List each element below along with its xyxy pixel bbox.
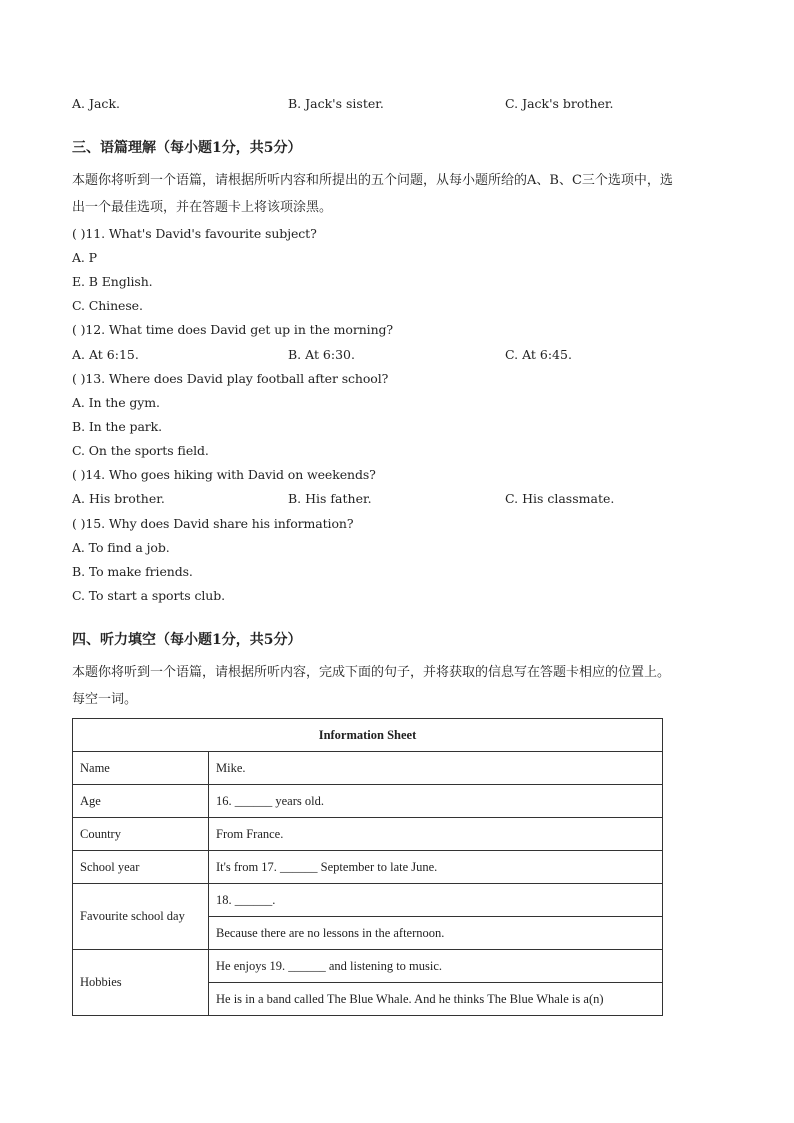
table-row [73, 851, 663, 884]
name-label: Name [73, 752, 209, 785]
question-13-option-a: A. In the gym. [72, 395, 160, 410]
hobbies-value-1: He enjoys 19. ______ and listening to music. [209, 950, 663, 983]
question-12-option-c: C. At 6:45. [505, 347, 572, 362]
country-value: From France. [209, 818, 663, 851]
question-13-option-c: C. On the sports field. [72, 443, 209, 458]
question-15-option-a: A. To find a job. [72, 540, 170, 555]
option-c: C. Jack's brother. [505, 96, 614, 111]
question-14: ( )14. Who goes hiking with David on weekends? [72, 467, 376, 482]
section3-heading: 三、语篇理解（每小题1分，共5分） [72, 140, 302, 156]
hobbies-value-2: He is in a band called The Blue Whale. And he thinks The Blue Whale is a(n) [209, 983, 663, 1016]
age-value: 16. ______ years old. [209, 785, 663, 818]
question-13-option-b: B. In the park. [72, 419, 163, 434]
question-14-option-b: B. His father. [288, 491, 372, 506]
table-row [73, 752, 663, 785]
section3-instruction-line1: 本题你将听到一个语篇，请根据所听内容和所提出的五个问题，从每小题所给的A、B、C三个选项中，选 [72, 173, 673, 188]
school-year-label: School year [73, 851, 209, 884]
section4-instruction [72, 659, 722, 713]
question-11: ( )11. What's David's favourite subject? [72, 226, 317, 241]
information-sheet-table [72, 718, 663, 1016]
age-label: Age [73, 785, 209, 818]
section4-instruction-line2: 每空一词。 [72, 692, 138, 707]
favourite-day-value-1: 18. ______. [209, 884, 663, 917]
school-year-value: It's from 17. ______ September to late June. [209, 851, 663, 884]
question-14-option-a: A. His brother. [72, 491, 165, 506]
country-label: Country [73, 818, 209, 851]
table-row [73, 884, 663, 917]
question-13: ( )13. Where does David play football after school? [72, 371, 389, 386]
option-b: B. Jack's sister. [288, 96, 384, 111]
table-row [73, 950, 663, 983]
table-row [73, 785, 663, 818]
section4-instruction-line1: 本题你将听到一个语篇，请根据所听内容，完成下面的句子，并将获取的信息写在答题卡相应的位置上。 [72, 665, 671, 680]
favourite-day-value-2: Because there are no lessons in the afternoon. [209, 917, 663, 950]
question-11-option-a: A. P [72, 250, 97, 265]
question-11-option-b: E. B English. [72, 274, 153, 289]
section3-instruction [72, 167, 722, 221]
name-value: Mike. [209, 752, 663, 785]
question-14-option-c: C. His classmate. [505, 491, 615, 506]
section3-instruction-line2: 出一个最佳选项，并在答题卡上将该项涂黑。 [72, 200, 333, 215]
question-12: ( )12. What time does David get up in the morning? [72, 322, 394, 337]
question-15-option-c: C. To start a sports club. [72, 588, 225, 603]
question-12-option-b: B. At 6:30. [288, 347, 355, 362]
table-title: Information Sheet [73, 719, 663, 752]
favourite-day-label: Favourite school day [73, 884, 209, 950]
option-a: A. Jack. [72, 96, 120, 111]
question-11-option-c: C. Chinese. [72, 298, 143, 313]
question-15-option-b: B. To make friends. [72, 564, 193, 579]
table-row [73, 818, 663, 851]
question-12-option-a: A. At 6:15. [72, 347, 139, 362]
section4-heading: 四、听力填空（每小题1分，共5分） [72, 632, 302, 648]
hobbies-label: Hobbies [73, 950, 209, 1016]
table-title-row [73, 719, 663, 752]
question-15: ( )15. Why does David share his information? [72, 516, 354, 531]
